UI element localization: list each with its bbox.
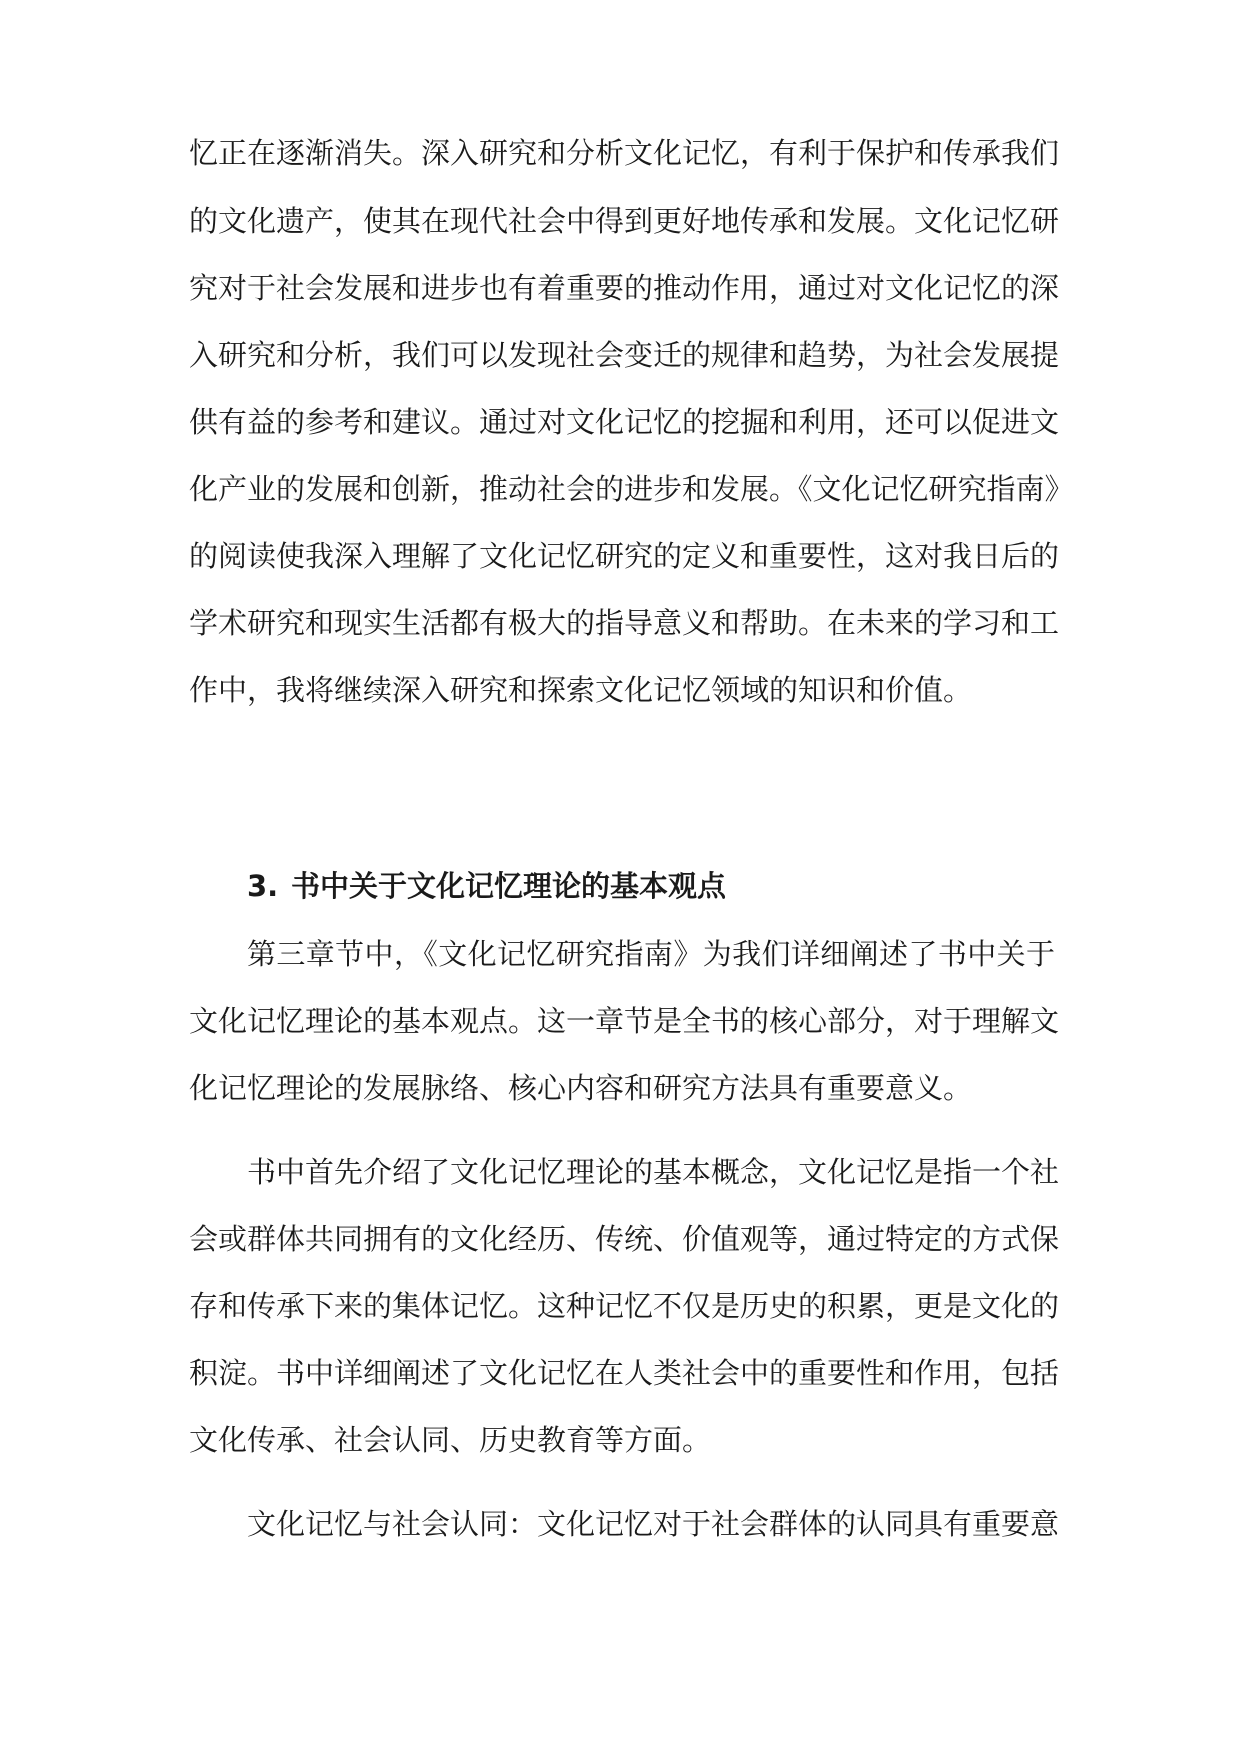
text-line: 的文化遗产，使其在现代社会中得到更好地传承和发展。文化记忆研	[189, 204, 1060, 238]
text-line: 书中首先介绍了文化记忆理论的基本概念，文化记忆是指一个社	[247, 1155, 1060, 1189]
text-line: 供有益的参考和建议。通过对文化记忆的挖掘和利用，还可以促进文	[189, 405, 1060, 439]
text-line: 化记忆理论的发展脉络、核心内容和研究方法具有重要意义。	[189, 1071, 973, 1105]
text-line: 的阅读使我深入理解了文化记忆研究的定义和重要性，这对我日后的	[189, 539, 1060, 573]
text-line: 忆正在逐渐消失。深入研究和分析文化记忆，有利于保护和传承我们	[189, 136, 1060, 170]
text-line: 作中，我将继续深入研究和探索文化记忆领域的知识和价值。	[189, 673, 973, 707]
text-line: 究对于社会发展和进步也有着重要的推动作用，通过对文化记忆的深	[189, 271, 1060, 305]
text-line: 存和传承下来的集体记忆。这种记忆不仅是历史的积累，更是文化的	[189, 1289, 1060, 1323]
text-line: 第三章节中，《文化记忆研究指南》为我们详细阐述了书中关于	[247, 937, 1055, 971]
text-line: 积淀。书中详细阐述了文化记忆在人类社会中的重要性和作用，包括	[189, 1356, 1060, 1390]
text-line: 会或群体共同拥有的文化经历、传统、价值观等，通过特定的方式保	[189, 1222, 1060, 1256]
text-line: 入研究和分析，我们可以发现社会变迁的规律和趋势，为社会发展提	[189, 338, 1060, 372]
text-line: 文化传承、社会认同、历史教育等方面。	[189, 1423, 712, 1457]
text-line: 文化记忆理论的基本观点。这一章节是全书的核心部分，对于理解文	[189, 1004, 1060, 1038]
section-heading	[247, 862, 726, 910]
text-line: 学术研究和现实生活都有极大的指导意义和帮助。在未来的学习和工	[189, 606, 1060, 640]
text-line: 化产业的发展和创新，推动社会的进步和发展。《文化记忆研究指南》	[189, 472, 1074, 506]
section-title: 书中关于文化记忆理论的基本观点	[291, 869, 727, 903]
section-number: 3.	[247, 869, 279, 903]
text-line: 文化记忆与社会认同：文化记忆对于社会群体的认同具有重要意	[247, 1507, 1060, 1541]
